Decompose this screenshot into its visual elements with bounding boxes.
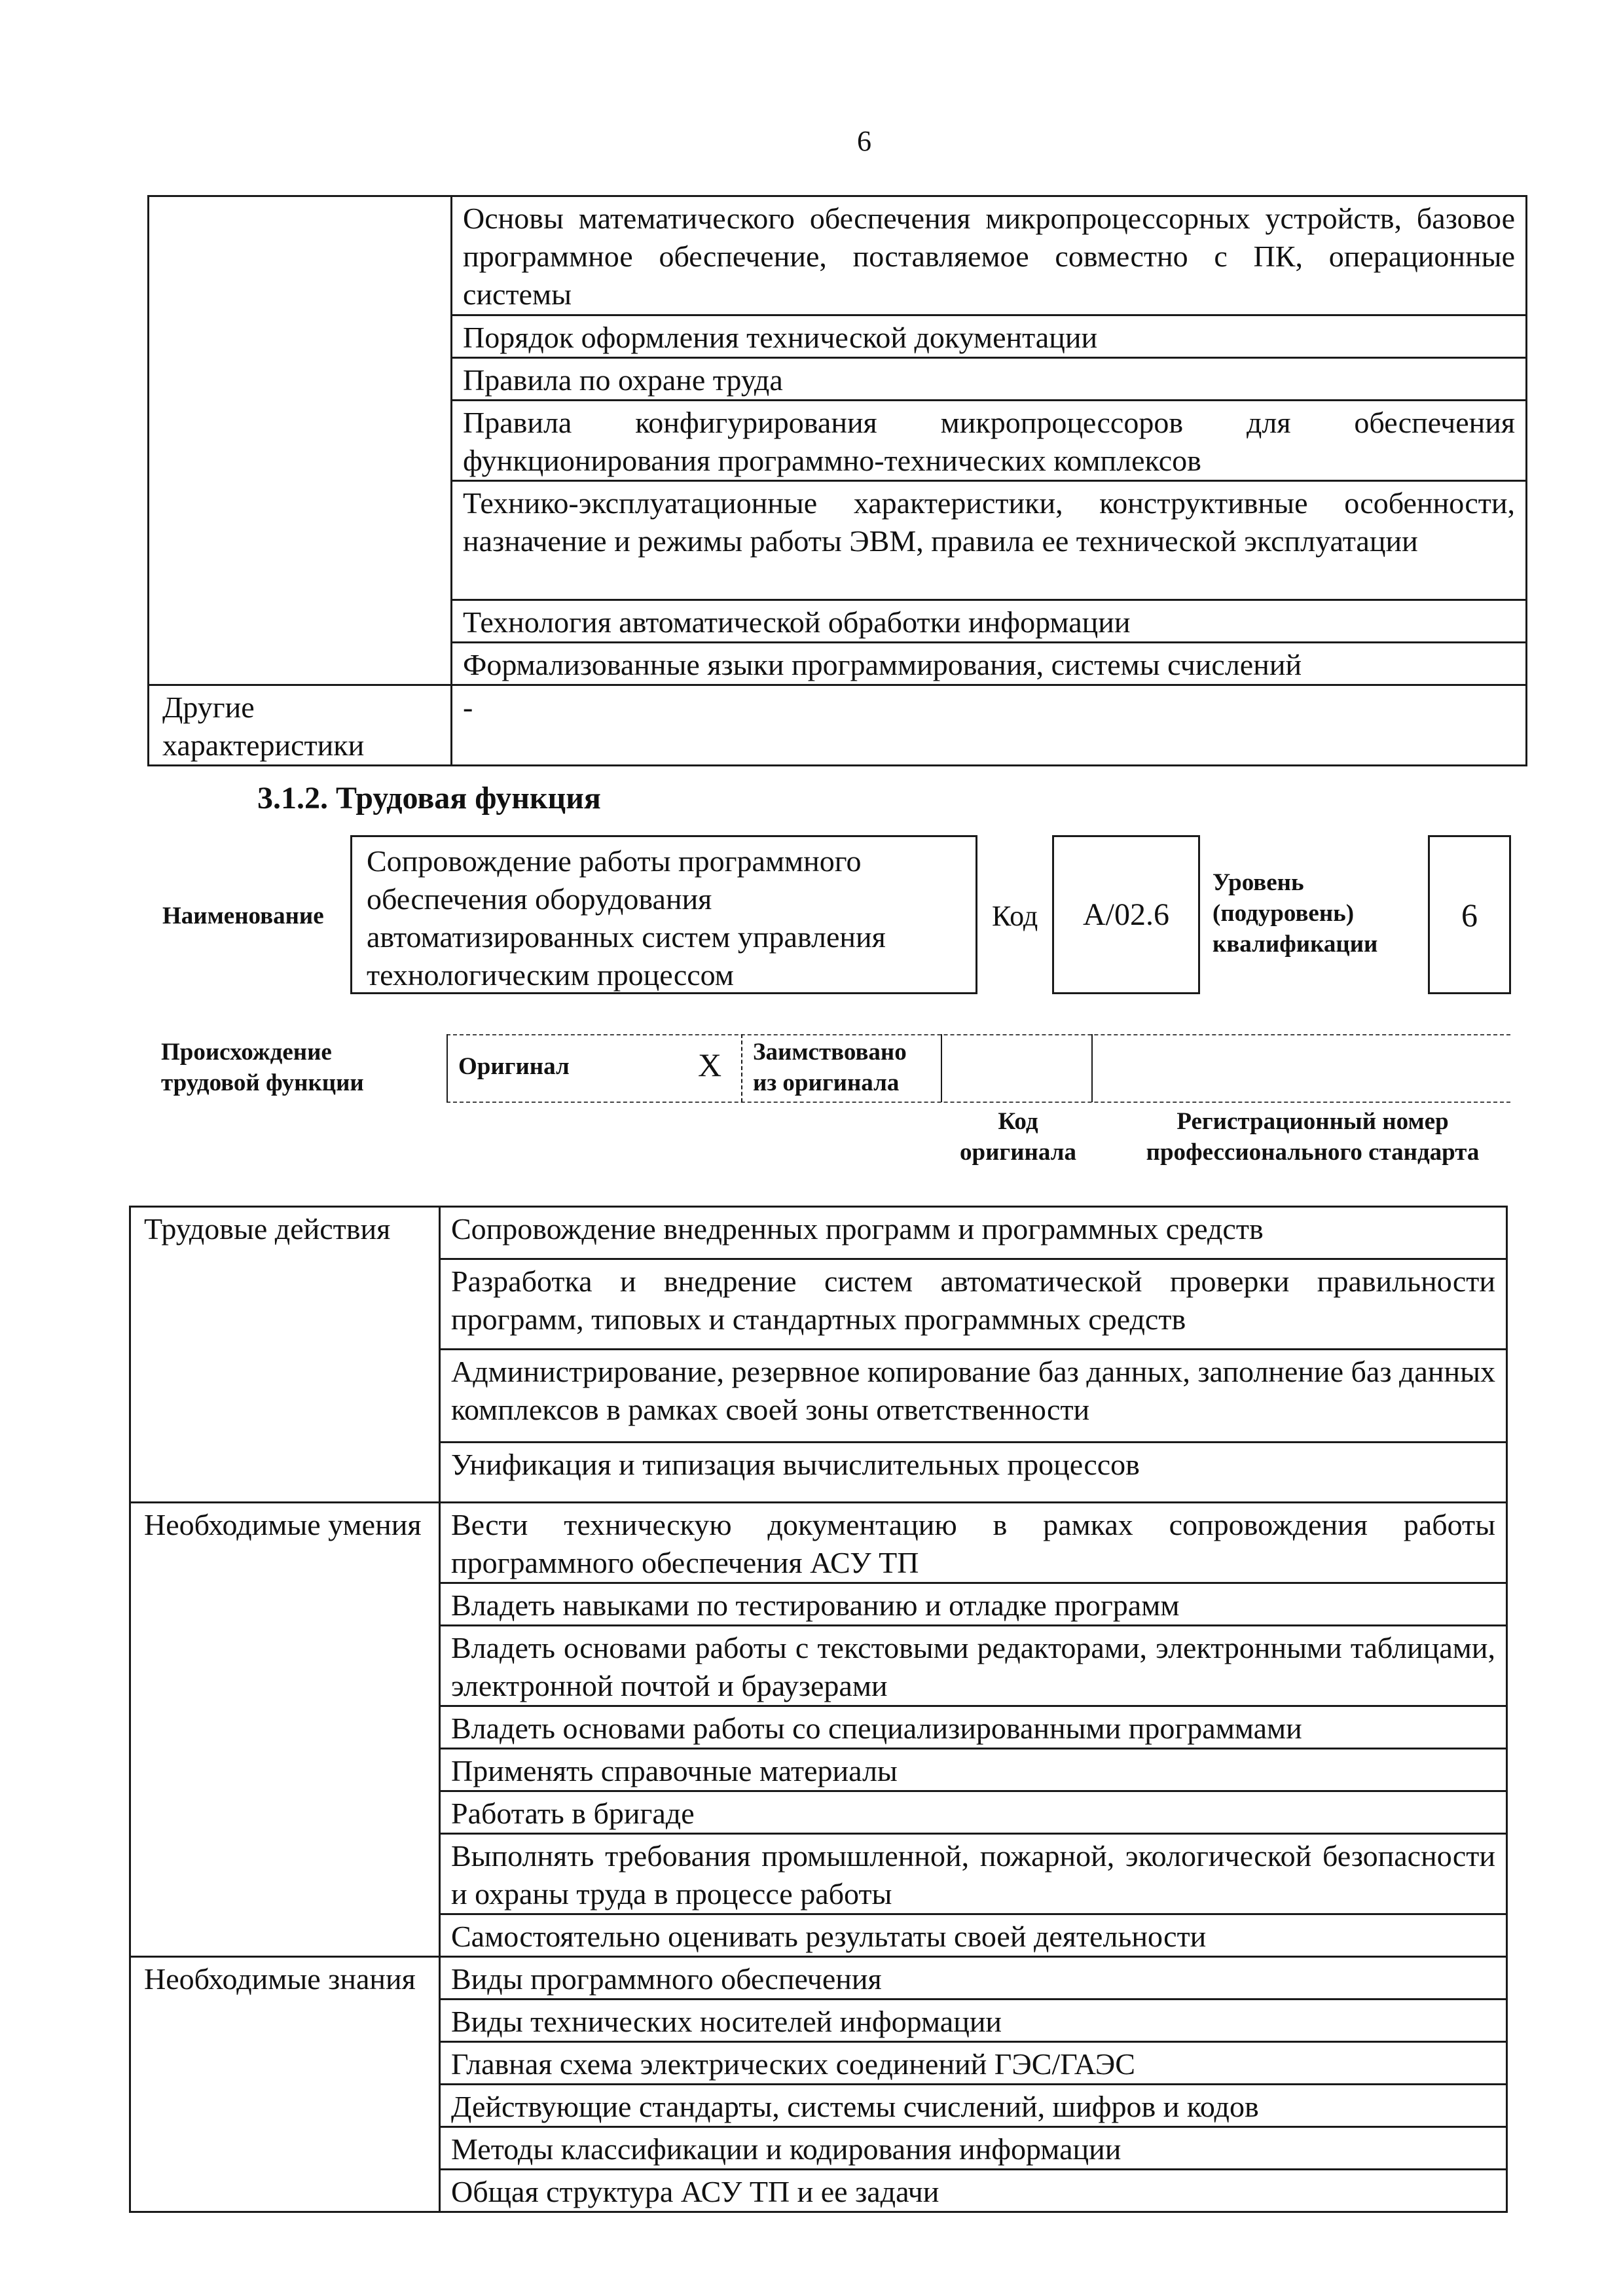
skill-item: Выполнять требования промышленной, пожарной, экологической безопасности и охраны труда в процессе работы [440, 1834, 1507, 1914]
origin-original-label: Оригинал [458, 1053, 570, 1080]
labor-function-table [129, 1206, 1508, 2213]
skill-item: Владеть основами работы с текстовыми редакторами, электронными таблицами, электронной почтой и браузерами [440, 1626, 1507, 1706]
level-label: Уровень (подуровень) квалификации [1213, 869, 1378, 958]
label-required-skills: Необходимые умения [130, 1503, 440, 1957]
table1-label-other: Другие характеристики [149, 685, 452, 766]
caption-code-original: Код оригинала [960, 1108, 1076, 1166]
origin-mark: X [698, 1047, 722, 1083]
origin-label: Происхождение трудовой функции [161, 1039, 364, 1096]
table1-row: Формализованные языки программирования, системы счислений [452, 643, 1527, 685]
name-label: Наименование [162, 903, 324, 929]
code-value: A/02.6 [1083, 897, 1169, 932]
origin-divider [1091, 1034, 1093, 1102]
labor-action-item: Разработка и внедрение систем автоматической проверки правильности программ, типовых и стандартных программных средств [440, 1259, 1507, 1350]
origin-divider [941, 1034, 942, 1102]
skill-item: Владеть основами работы со специализированными программами [440, 1706, 1507, 1749]
table1-row: Технология автоматической обработки информации [452, 600, 1527, 643]
table1-other-value: - [452, 685, 1527, 766]
caption-registration-number: Регистрационный номер профессионального стандарта [1146, 1108, 1480, 1166]
page-number: 6 [857, 125, 871, 157]
level-box [1428, 835, 1511, 994]
origin-divider [741, 1034, 742, 1102]
function-name: Сопровождение работы программного обеспечения оборудования автоматизированных систем управления технологическим процессом [367, 844, 886, 992]
table1-row: Правила конфигурирования микропроцессоров для обеспечения функционирования программно-технических комплексов [452, 401, 1527, 481]
knowledge-item: Методы классификации и кодирования информации [440, 2127, 1507, 2170]
knowledge-item: Главная схема электрических соединений ГЭС/ГАЭС [440, 2042, 1507, 2085]
labor-action-item: Сопровождение внедренных программ и программных средств [440, 1207, 1507, 1259]
table1-row: Основы математического обеспечения микропроцессорных устройств, базовое программное обеспечение, поставляемое совместно с ПК, операционные системы [452, 196, 1527, 315]
knowledge-item: Общая структура АСУ ТП и ее задачи [440, 2170, 1507, 2212]
origin-borrowed-label: Заимствовано из оригинала [753, 1039, 907, 1096]
knowledge-table-continued [147, 195, 1527, 766]
labor-action-item: Администрирование, резервное копирование баз данных, заполнение баз данных комплексов в рамках своей зоны ответственности [440, 1350, 1507, 1443]
level-value: 6 [1461, 896, 1478, 933]
code-label: Код [992, 900, 1038, 932]
code-box [1052, 835, 1200, 994]
skill-item: Владеть навыками по тестированию и отладке программ [440, 1583, 1507, 1626]
knowledge-item: Действующие стандарты, системы счислений, шифров и кодов [440, 2085, 1507, 2127]
table1-empty-label-cell [149, 196, 452, 685]
function-name-box [350, 835, 977, 994]
knowledge-item: Виды программного обеспечения [440, 1957, 1507, 2000]
table1-row: Порядок оформления технической документации [452, 315, 1527, 358]
table1-row: Правила по охране труда [452, 358, 1527, 401]
origin-top-border [447, 1034, 1510, 1035]
skill-item: Работать в бригаде [440, 1791, 1507, 1834]
labor-action-item: Унификация и типизация вычислительных процессов [440, 1443, 1507, 1503]
origin-bottom-border [447, 1102, 1510, 1103]
label-labor-actions: Трудовые действия [130, 1207, 440, 1503]
table1-row: Технико-эксплуатационные характеристики, конструктивные особенности, назначение и режимы работы ЭВМ, правила ее технической эксплуатации [452, 481, 1527, 600]
knowledge-item: Виды технических носителей информации [440, 2000, 1507, 2042]
section-heading: 3.1.2. Трудовая функция [257, 781, 601, 816]
skill-item: Самостоятельно оценивать результаты своей деятельности [440, 1914, 1507, 1957]
skill-item: Вести техническую документацию в рамках сопровождения работы программного обеспечения АСУ ТП [440, 1503, 1507, 1583]
origin-left-border [447, 1034, 448, 1102]
skill-item: Применять справочные материалы [440, 1749, 1507, 1791]
label-required-knowledge: Необходимые знания [130, 1957, 440, 2212]
